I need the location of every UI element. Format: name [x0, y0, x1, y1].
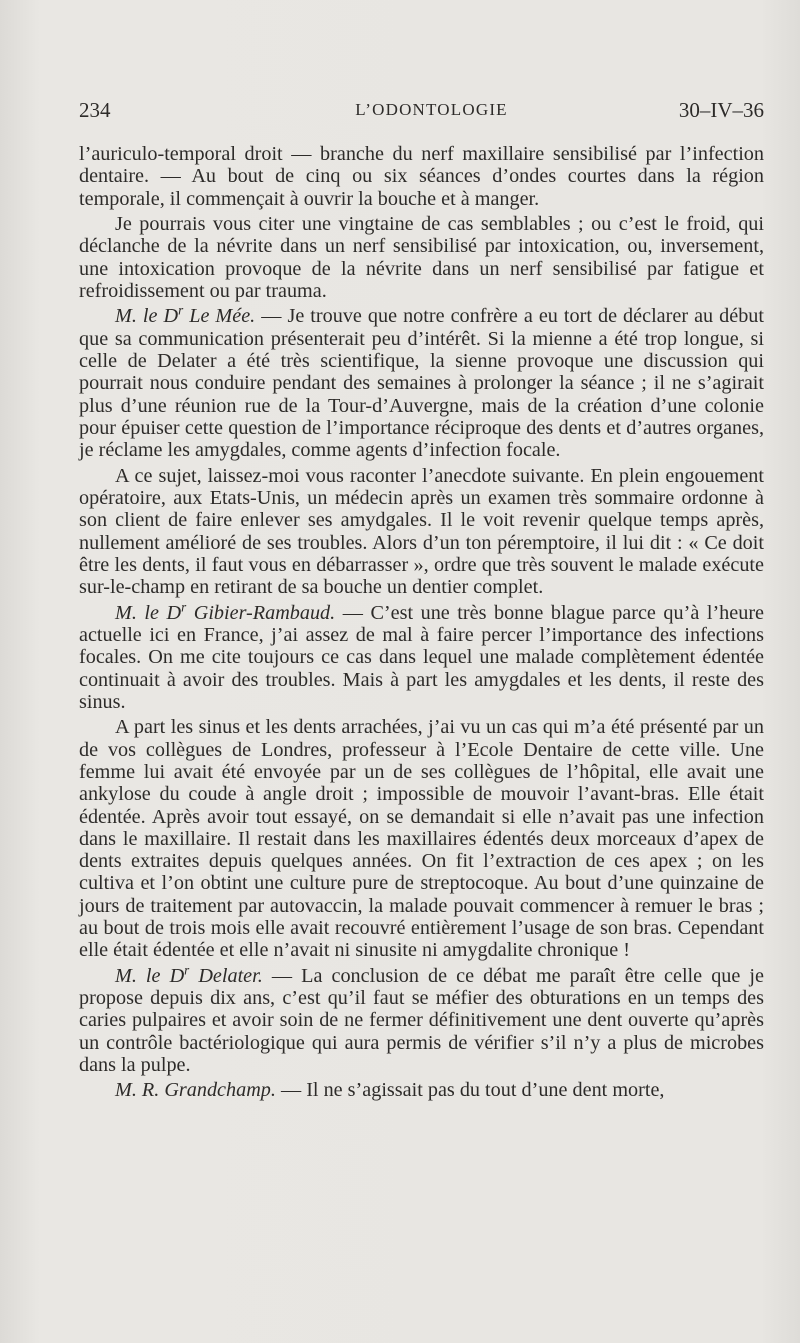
paragraph-text: A ce sujet, laissez-moi vous raconter l’anecdote suivante. En plein engouement opératoire, aux Etats-Unis, un médecin après un examen très sommaire ordonne à son client de faire enlever ses amydgales. Il le voit revenir quelque temps après, nullement amélioré de ses troubles. Alors d’un ton péremptoire, il lui dit : « Ce doit être les dents, il faut vous en débarrasser », ordre que très souvent le malade exécute sur-le-champ en retirant de sa bouche un dentier complet.	[79, 464, 764, 599]
issue-date: 30–IV–36	[678, 98, 764, 122]
paragraph-text: — Il ne s’agissait pas du tout d’une dent morte,	[275, 1079, 665, 1102]
speaker-name: M. R. Grandchamp.	[115, 1079, 276, 1102]
paragraph	[79, 465, 764, 599]
speaker-name: M. le $D^r$ Delater.	[115, 962, 263, 987]
body-text	[79, 143, 764, 1105]
paragraph	[79, 213, 764, 302]
paragraph	[79, 962, 764, 1076]
running-header	[79, 96, 764, 124]
paragraph	[79, 1079, 764, 1101]
paragraph-text: — La conclusion de ce débat me paraît être celle que je propose depuis dix ans, c’est qu’il faut se méfier des obturations en un temps des caries pulpaires et avoir soin de ne fermer définitivement une dent ouverte qu’après un contrôle bactériologique qui aura permis de vérifier s’il n’y a plus de microbes dans la pulpe.	[79, 964, 764, 1076]
journal-title: L’ODONTOLOGIE	[355, 100, 508, 119]
paragraph	[79, 302, 764, 462]
paragraph-text: l’auriculo-temporal droit — branche du nerf maxillaire sensibilisé par l’infection dentaire. — Au bout de cinq ou six séances d’ondes courtes dans la région temporale, il commençait à ouvrir la bouche et à manger.	[79, 143, 764, 210]
paragraph-text: A part les sinus et les dents arrachées, j’ai vu un cas qui m’a été présenté par un de vos collègues de Londres, professeur à l’Ecole Dentaire de cette ville. Une femme lui avait été envoyée par un de ses collègues de l’hôpital, elle avait une ankylose du coude à angle droit ; impossible de mouvoir l’avant-bras. Elle était édentée. Après avoir tout essayé, on se demandait si elle n’avait pas une infection dans le maxillaire. Il restait dans les maxillaires édentés deux morceaux d’apex de dents extraites depuis quelques années. On fit l’extraction de ces apex ; on les cultiva et l’on obtint une culture pure de streptocoque. Au bout d’une quinzaine de jours de traitement par autovaccin, la malade pouvait commencer à remuer le bras ; au bout de trois mois elle avait recouvré entièrement l’usage de son bras. Cependant elle était édentée et elle n’avait ni sinusite ni amygdalite chronique !	[79, 716, 764, 962]
paragraph	[79, 598, 765, 713]
page-number: 234	[79, 98, 111, 122]
paragraph	[79, 143, 764, 210]
paragraph-text: — C’est une très bonne blague parce qu’à l’heure actuelle ici en France, j’ai assez de mal à faire percer l’importance des infections focales. On me cite toujours ce cas dans lequel une malade complètement édentée continuait à avoir des troubles. Mais à part les amygdales et les dents, il reste des sinus.	[79, 601, 765, 713]
speaker-name: M. le $D^r$ Le Mée.	[115, 302, 256, 328]
speaker-name: M. le $D^r$ Gibier-Rambaud.	[115, 598, 336, 624]
paragraph-text: — Je trouve que notre confrère a eu tort de déclarer au début que sa communication présenterait peu d’intérêt. Si la mienne a été trop longue, si celle de Delater a été très scientifique, la sienne provoque une discussion qui pourrait nous conduire pendant des semaines à prolonger la séance ; il ne s’agirait plus d’une réunion rue de la Tour-d’Auvergne, mais de la création d’une colonie pour épuiser cette question de l’importance réciproque des dents et d’autres organes, je réclame les amygdales, comme agents d’infection focale.	[79, 305, 764, 462]
paragraph	[79, 716, 764, 961]
paragraph-text: Je pourrais vous citer une vingtaine de cas semblables ; ou c’est le froid, qui déclanche de la névrite dans un nerf sensibilisé par intoxication, ou, inversement, une intoxication provoque de la névrite dans un nerf sensibilisé par fatigue et refroidissement ou par trauma.	[79, 213, 764, 302]
